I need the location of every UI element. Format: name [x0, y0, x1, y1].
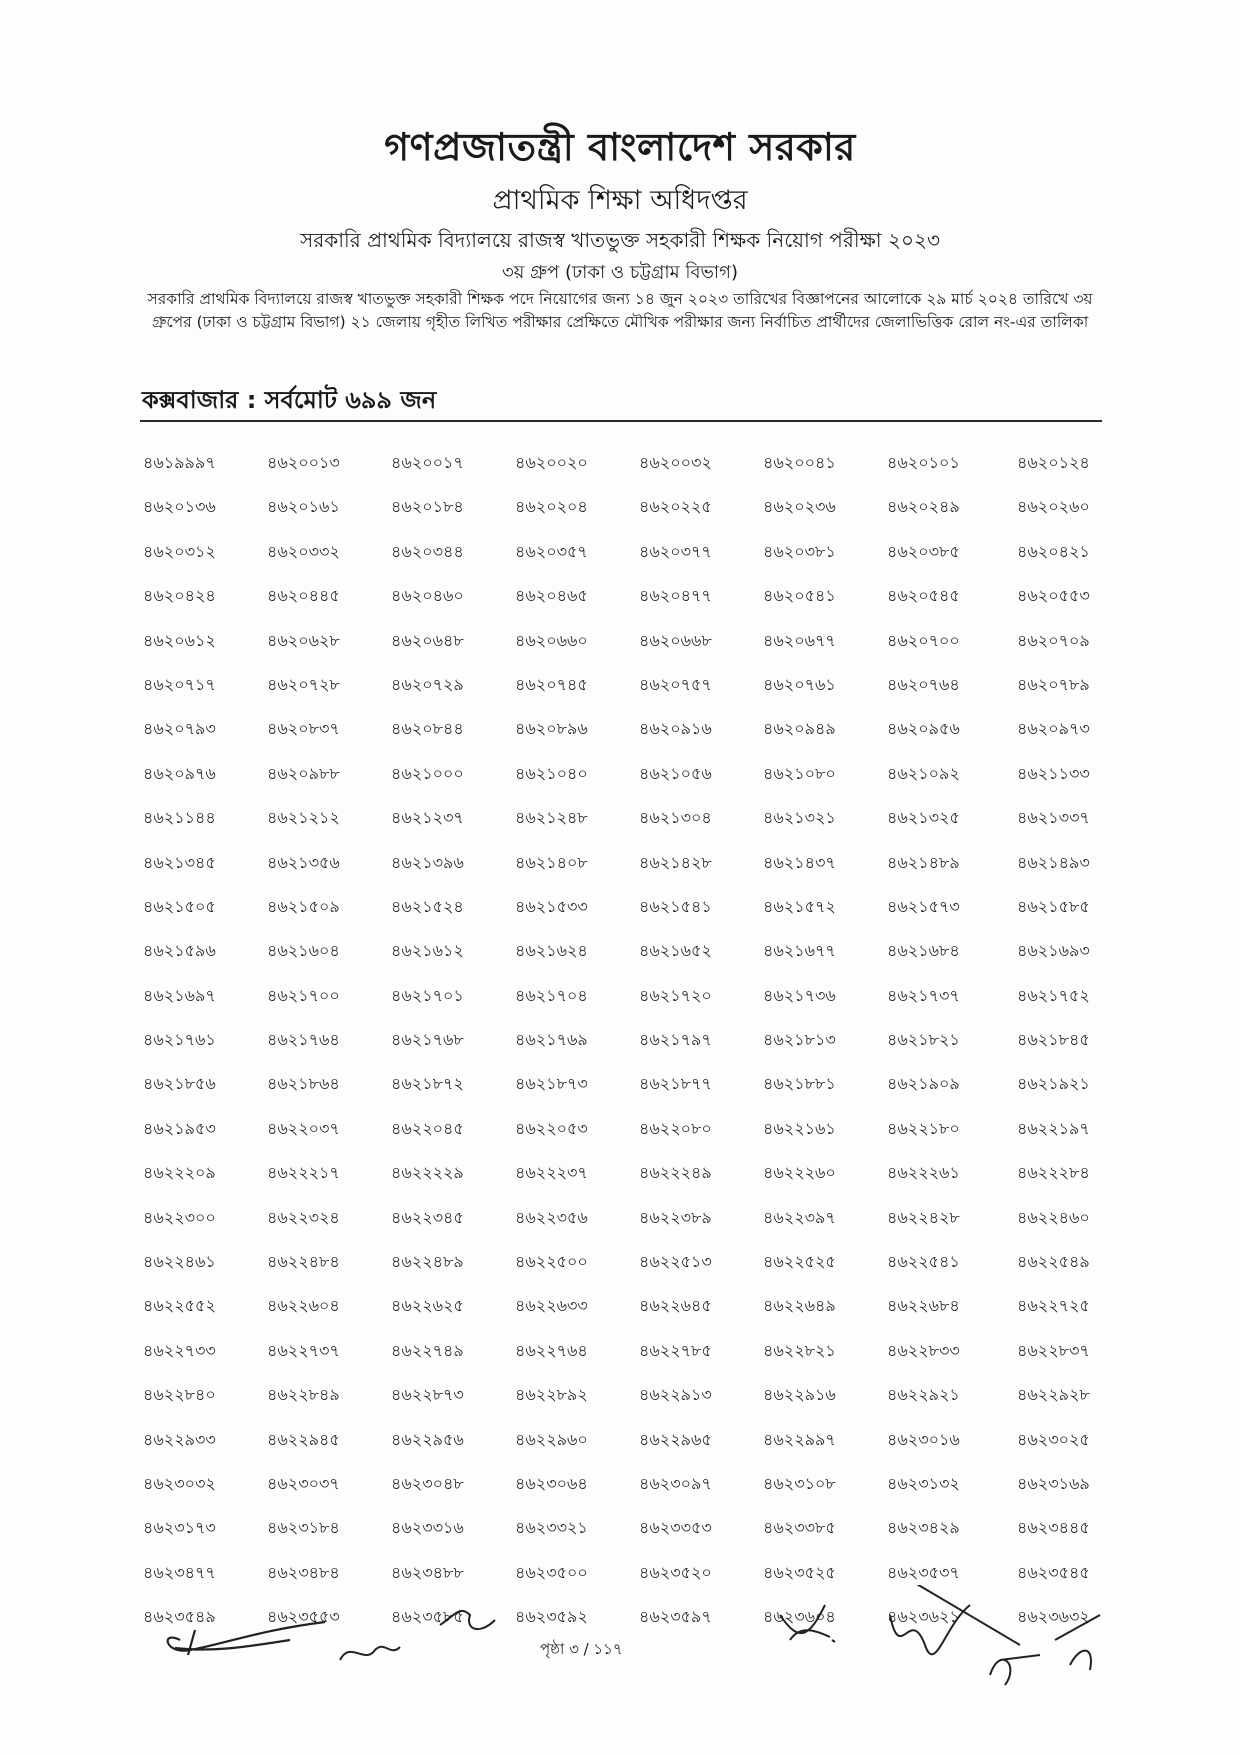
roll-number-cell: ৪৬২০২২৫ [639, 497, 712, 517]
roll-number-cell: ৪৬২১৮৭৭ [639, 1074, 712, 1094]
roll-number-cell: ৪৬২৩১০৮ [763, 1473, 836, 1493]
roll-number-cell: ৪৬২১৮৮১ [763, 1074, 836, 1094]
roll-number-cell: ৪৬২১২১২ [267, 808, 340, 828]
roll-number-cell: ৪৬২০৫৫৩ [1017, 586, 1090, 606]
roll-number-cell: ৪৬২৩৩১৬ [391, 1518, 464, 1538]
roll-number-cell: ৪৬২২৮৩৩ [887, 1340, 960, 1360]
roll-number-cell: ৪৬২২৬৪৫ [639, 1296, 712, 1316]
roll-number-cell: ৪৬২১৮৭২ [391, 1074, 464, 1094]
roll-number-cell: ৪৬২০০২০ [515, 453, 588, 472]
roll-number-cell: ৪৬২২৩৪৫ [391, 1207, 464, 1227]
roll-number-cell: ৪৬২০৪৭৭ [639, 586, 712, 606]
roll-number-cell: ৪৬২২২৬১ [887, 1163, 960, 1183]
roll-number-cell: ৪৬২২৫৫২ [143, 1296, 216, 1316]
roll-number-cell: ৪৬২০১৮৪ [391, 497, 464, 517]
roll-number-cell: ৪৬২২৩৯৭ [763, 1207, 836, 1227]
roll-number-cell: ৪৬২১৪২৮ [639, 852, 712, 872]
roll-number-cell: ৪৬২০৬১২ [143, 630, 216, 650]
roll-number-cell: ৪৬২৩০৪৮ [391, 1473, 464, 1493]
roll-number-cell: ৪৬২১৬২৪ [515, 941, 588, 961]
roll-number-cell: ৪৬২২২৩৭ [515, 1163, 588, 1183]
roll-number-cell: ৪৬২২৬৩৩ [515, 1296, 588, 1316]
roll-number-cell: ৪৬২০৩৭৭ [639, 541, 712, 561]
roll-number-cell: ৪৬২১৭০০ [267, 985, 340, 1005]
page-number: পৃষ্ঠা ৩ / ১১৭ [540, 1640, 623, 1658]
roll-number-cell: ৪৬২৩৪৮৮ [391, 1562, 464, 1582]
roll-number-cell: ৪৬২০৬৪৮ [391, 630, 464, 650]
roll-number-cell: ৪৬২২৬০৪ [267, 1296, 340, 1316]
roll-number-cell: ৪৬২৩১৩২ [887, 1473, 960, 1493]
roll-number-cell: ৪৬২২৫৪১ [887, 1252, 960, 1272]
government-title: গণপ্রজাতন্ত্রী বাংলাদেশ সরকার [384, 125, 856, 169]
roll-number-cell: ৪৬২০৩৮৫ [887, 541, 960, 561]
roll-number-cell: ৪৬২৩৪২৯ [887, 1518, 960, 1538]
roll-number-cell: ৪৬২২৭৮৫ [639, 1340, 712, 1360]
roll-number-cell: ৪৬২২৯২১ [887, 1385, 960, 1405]
signature-4 [880, 1585, 1120, 1695]
roll-number-cell: ৪৬২১৮৬৪ [267, 1074, 340, 1094]
roll-number-cell: ৪৬২৩৫২৫ [763, 1562, 836, 1582]
roll-number-cell: ৪৬২০১৬১ [267, 497, 340, 517]
roll-number-cell: ৪৬২৩০৯৭ [639, 1473, 712, 1493]
roll-number-cell: ৪৬২১৩৫৬ [267, 852, 340, 872]
roll-number-cell: ৪৬২০৯৭৬ [143, 763, 216, 783]
roll-number-cell: ৪৬২২৯৫৬ [391, 1429, 464, 1449]
roll-number-cell: ৪৬২৩৫৫৩ [267, 1607, 340, 1627]
roll-number-cell: ৪৬২০১৩৬ [143, 497, 216, 517]
roll-number-cell: ৪৬২৩৬৩২ [1017, 1607, 1090, 1627]
roll-number-cell: ৪৬২১৪৩৭ [763, 852, 836, 872]
roll-number-cell: ৪৬২১৫৭৩ [887, 896, 960, 916]
roll-number-cell: ৪৬২২৯১৬ [763, 1385, 836, 1405]
roll-number-cell: ৪৬২০৬৬৮ [639, 630, 712, 650]
roll-number-cell: ৪৬২১৫০৯ [267, 896, 340, 916]
roll-number-cell: ৪৬২৩৫৮৫ [391, 1607, 464, 1627]
roll-number-cell: ৪৬২১৩৪৫ [143, 852, 216, 872]
roll-number-cell: ৪৬২২৮২১ [763, 1340, 836, 1360]
roll-number-cell: ৪৬২১৭৯৭ [639, 1030, 712, 1050]
roll-number-cell: ৪৬২১৩২১ [763, 808, 836, 828]
roll-number-cell: ৪৬২১৮৫৬ [143, 1074, 216, 1094]
roll-number-cell: ৪৬২০০১৩ [267, 453, 340, 472]
roll-number-cell: ৪৬২১৫২৪ [391, 896, 464, 916]
roll-number-cell: ৪৬২১৭০৪ [515, 985, 588, 1005]
signature-3 [770, 1595, 840, 1655]
roll-number-cell: ৪৬২৩০৩২ [143, 1473, 216, 1493]
roll-number-cell: ৪৬২০২৩৬ [763, 497, 836, 517]
notice-text: সরকারি প্রাথমিক বিদ্যালয়ে রাজস্ব খাতভুক্ত সহকারী শিক্ষক পদে নিয়োগের জন্য ১৪ জুন ২০২৩ তারিখের বিজ্ঞাপনের আলোকে ২৯ মার্চ ২০২৪ তারিখে ৩য় গ্রুপের (ঢাকা ও চট্টগ্রাম বিভাগ) ২১ জেলায় গৃহীত লিখিত পরীক্ষার প্রেক্ষিতে মৌখিক পরীক্ষার জন্য নির্বাচিত প্রার্থীদের জেলাভিত্তিক রোল নং-এর তালিকা [147, 290, 1093, 331]
roll-number-cell: ৪৬২৩১৮৪ [267, 1518, 340, 1538]
roll-number-cell: ৪৬২৩৫৪৫ [1017, 1562, 1090, 1582]
roll-number-cell: ৪৬২২৬২৫ [391, 1296, 464, 1316]
roll-number-cell: ৪৬২১০৯২ [887, 763, 960, 783]
roll-number-cell: ৪৬২২৩৫৬ [515, 1207, 588, 1227]
roll-number-cell: ৪৬২২৪৬১ [143, 1252, 216, 1272]
signature-2 [330, 1595, 500, 1675]
exam-title: সরকারি প্রাথমিক বিদ্যালয়ে রাজস্ব খাতভুক্ত সহকারী শিক্ষক নিয়োগ পরীক্ষা ২০২৩ [300, 228, 940, 252]
roll-number-cell: ৪৬১৯৯৯৭ [143, 453, 216, 472]
roll-number-cell: ৪৬২০৮৪৪ [391, 719, 464, 739]
roll-number-cell: ৪৬২১০০০ [391, 763, 464, 783]
roll-number-cell: ৪৬২০০৪১ [763, 453, 836, 472]
roll-number-cell: ৪৬২২৩২৪ [267, 1207, 340, 1227]
roll-number-cell: ৪৬২০৭০০ [887, 630, 960, 650]
roll-number-cell: ৪৬২০৭২৮ [267, 674, 340, 694]
roll-number-cell: ৪৬২৩৩২১ [515, 1518, 588, 1538]
roll-number-cell: ৪৬২২৮৪০ [143, 1385, 216, 1405]
roll-number-cell: ৪৬২২৯৯৭ [763, 1429, 836, 1449]
roll-number-cell: ৪৬২১২৪৮ [515, 808, 588, 828]
roll-number-cell: ৪৬২২৭৪৯ [391, 1340, 464, 1360]
roll-number-cell: ৪৬২০১২৪ [1017, 453, 1090, 472]
roll-number-cell: ৪৬২২৫১৩ [639, 1252, 712, 1272]
roll-number-cell: ৪৬২৩৬২১ [887, 1607, 960, 1627]
roll-number-cell: ৪৬২২৫৪৯ [1017, 1252, 1090, 1272]
roll-number-cell: ৪৬২৩৪৮৪ [267, 1562, 340, 1582]
roll-number-cell: ৪৬২১৫৯৬ [143, 941, 216, 961]
roll-number-cell: ৪৬২০৯৮৮ [267, 763, 340, 783]
roll-number-cell: ৪৬২১৩৯৬ [391, 852, 464, 872]
roll-number-cell: ৪৬২০৯৪৯ [763, 719, 836, 739]
roll-number-cell: ৪৬২১০৮০ [763, 763, 836, 783]
roll-number-cell: ৪৬২১০৫৬ [639, 763, 712, 783]
roll-number-cell: ৪৬২২২৬০ [763, 1163, 836, 1183]
roll-number-cell: ৪৬২১৪৯৩ [1017, 852, 1090, 872]
roll-number-cell: ৪৬২২৪২৮ [887, 1207, 960, 1227]
roll-number-table [143, 450, 1103, 1649]
roll-number-cell: ৪৬২২৯৪৫ [267, 1429, 340, 1449]
roll-number-cell: ৪৬২১৯৫৩ [143, 1118, 216, 1138]
roll-number-cell: ৪৬২২৪৮৯ [391, 1252, 464, 1272]
roll-number-cell: ৪৬২০৭২৯ [391, 674, 464, 694]
roll-number-cell: ৪৬২৩০৬৪ [515, 1473, 588, 1493]
roll-number-cell: ৪৬২১৮২১ [887, 1030, 960, 1050]
department-title: প্রাথমিক শিক্ষা অধিদপ্তর [492, 185, 748, 216]
roll-number-cell: ৪৬২২৯৬০ [515, 1429, 588, 1449]
roll-number-cell: ৪৬২১৩৩৭ [1017, 808, 1090, 828]
roll-number-cell: ৪৬২১৫৮৫ [1017, 896, 1090, 916]
roll-number-cell: ৪৬২১৬১২ [391, 941, 464, 961]
roll-number-cell: ৪৬২০৩৮১ [763, 541, 836, 561]
roll-number-cell: ৪৬২২২১৭ [267, 1163, 340, 1183]
roll-number-cell: ৪৬২০৭৫৭ [639, 674, 712, 694]
signature-1 [150, 1600, 350, 1670]
roll-number-cell: ৪৬২০৭৬৪ [887, 674, 960, 694]
roll-number-cell: ৪৬২০২৬০ [1017, 497, 1090, 517]
roll-number-cell: ৪৬২০৫৪৫ [887, 586, 960, 606]
roll-number-cell: ৪৬২১৭২০ [639, 985, 712, 1005]
roll-number-cell: ৪৬২১২৩৭ [391, 808, 464, 828]
roll-number-cell: ৪৬২৩৩৫৩ [639, 1518, 712, 1538]
roll-number-cell: ৪৬২০৮৩৭ [267, 719, 340, 739]
roll-number-cell: ৪৬২৩১৭৩ [143, 1518, 216, 1538]
roll-number-cell: ৪৬২০০১৭ [391, 453, 464, 472]
roll-number-cell: ৪৬২০৯৫৬ [887, 719, 960, 739]
roll-number-cell: ৪৬২৩৬০৪ [763, 1607, 836, 1627]
roll-number-cell: ৪৬২০৯১৬ [639, 719, 712, 739]
roll-number-cell: ৪৬২১৭৫২ [1017, 985, 1090, 1005]
roll-number-cell: ৪৬২৩০৩৭ [267, 1473, 340, 1493]
roll-number-cell: ৪৬২২৮৯২ [515, 1385, 588, 1405]
roll-number-cell: ৪৬২০৬২৮ [267, 630, 340, 650]
roll-number-cell: ৪৬২০৮৯৬ [515, 719, 588, 739]
roll-number-cell: ৪৬২৩০১৬ [887, 1429, 960, 1449]
roll-number-cell: ৪৬২০৫৪১ [763, 586, 836, 606]
roll-number-cell: ৪৬২২৬৪৯ [763, 1296, 836, 1316]
roll-number-cell: ৪৬২১০৪০ [515, 763, 588, 783]
roll-number-cell: ৪৬২১৮১৩ [763, 1030, 836, 1050]
roll-number-cell: ৪৬২১৫৭২ [763, 896, 836, 916]
roll-number-cell: ৪৬২১৮৭৩ [515, 1074, 588, 1094]
roll-number-cell: ৪৬২৩০২৫ [1017, 1429, 1090, 1449]
roll-number-cell: ৪৬২২৫২৫ [763, 1252, 836, 1272]
roll-number-cell: ৪৬২১৬৮৪ [887, 941, 960, 961]
roll-number-cell: ৪৬২০৪২৪ [143, 586, 216, 606]
roll-number-cell: ৪৬২১৫৩৩ [515, 896, 588, 916]
roll-number-cell: ৪৬২১৭৬৯ [515, 1030, 588, 1050]
roll-number-cell: ৪৬২১৬৯৩ [1017, 941, 1090, 961]
roll-number-cell: ৪৬২৩৩৮৫ [763, 1518, 836, 1538]
roll-number-cell: ৪৬২১৫০৫ [143, 896, 216, 916]
roll-number-cell: ৪৬২০৭১৭ [143, 674, 216, 694]
roll-number-cell: ৪৬২২১৬১ [763, 1118, 836, 1138]
roll-number-cell: ৪৬২২০৪৫ [391, 1118, 464, 1138]
roll-number-cell: ৪৬২৩৫৩৭ [887, 1562, 960, 1582]
roll-number-cell: ৪৬২২২৮৪ [1017, 1163, 1090, 1183]
roll-number-cell: ৪৬২০৪৬৫ [515, 586, 588, 606]
roll-number-cell: ৪৬২১৭৬৮ [391, 1030, 464, 1050]
roll-number-cell: ৪৬২১৭৬৪ [267, 1030, 340, 1050]
roll-number-cell: ৪৬২১৪৮৯ [887, 852, 960, 872]
group-title: ৩য় গ্রুপ (ঢাকা ও চট্টগ্রাম বিভাগ) [502, 262, 738, 283]
roll-number-cell: ৪৬২২২৪৯ [639, 1163, 712, 1183]
roll-number-cell: ৪৬২২৯৬৫ [639, 1429, 712, 1449]
roll-number-cell: ৪৬২২৬৮৪ [887, 1296, 960, 1316]
roll-number-cell: ৪৬২২৭৩৩ [143, 1340, 216, 1360]
roll-number-cell: ৪৬২১৯২১ [1017, 1074, 1090, 1094]
roll-number-cell: ৪৬২২৩৮৯ [639, 1207, 712, 1227]
roll-number-cell: ৪৬২১১৪৪ [143, 808, 216, 828]
roll-number-cell: ৪৬২৩৫৯২ [515, 1607, 588, 1627]
roll-number-cell: ৪৬২২২২৯ [391, 1163, 464, 1183]
roll-number-cell: ৪৬২২৭৬৪ [515, 1340, 588, 1360]
roll-number-cell: ৪৬২০৩৫৭ [515, 541, 588, 561]
roll-number-cell: ৪৬২২২০৯ [143, 1163, 216, 1183]
roll-number-cell: ৪৬২২৫০০ [515, 1252, 588, 1272]
roll-number-cell: ৪৬২২৯২৮ [1017, 1385, 1090, 1405]
roll-number-cell: ৪৬২০০৩২ [639, 453, 712, 472]
roll-number-cell: ৪৬২২৯১৩ [639, 1385, 712, 1405]
roll-number-cell: ৪৬২৩১৬৯ [1017, 1473, 1090, 1493]
roll-number-cell: ৪৬২০৩১২ [143, 541, 216, 561]
roll-number-cell: ৪৬২২৭২৫ [1017, 1296, 1090, 1316]
roll-number-cell: ৪৬২০২৪৯ [887, 497, 960, 517]
roll-number-cell: ৪৬২১৭৩৭ [887, 985, 960, 1005]
roll-number-cell: ৪৬২০৭৯৩ [143, 719, 216, 739]
roll-number-cell: ৪৬২২৪৮৪ [267, 1252, 340, 1272]
roll-number-cell: ৪৬২১৫৪১ [639, 896, 712, 916]
roll-number-cell: ৪৬২১৬৯৭ [143, 985, 216, 1005]
roll-number-cell: ৪৬২১৭০১ [391, 985, 464, 1005]
roll-number-cell: ৪৬২৩৫৯৭ [639, 1607, 712, 1627]
roll-number-cell: ৪৬২২৭৩৭ [267, 1340, 340, 1360]
roll-number-cell: ৪৬২১৬৫২ [639, 941, 712, 961]
roll-number-cell: ৪৬২১১৩৩ [1017, 763, 1090, 783]
roll-number-cell: ৪৬২০৬৬০ [515, 630, 588, 650]
roll-number-cell: ৪৬২২৮৩৭ [1017, 1340, 1090, 1360]
roll-number-cell: ৪৬২৩৫০০ [515, 1562, 588, 1582]
roll-number-cell: ৪৬২৩৪৪৫ [1017, 1518, 1090, 1538]
roll-number-cell: ৪৬২১৩২৫ [887, 808, 960, 828]
roll-number-cell: ৪৬২০৪৬০ [391, 586, 464, 606]
roll-number-cell: ৪৬২০৭৪৫ [515, 674, 588, 694]
roll-number-cell: ৪৬২১৬০৪ [267, 941, 340, 961]
district-title: কক্সবাজার : সর্বমোট ৬৯৯ জন [142, 386, 437, 414]
roll-number-cell: ৪৬২০৪৪৫ [267, 586, 340, 606]
roll-number-cell: ৪৬২৩৪৭৭ [143, 1562, 216, 1582]
roll-number-cell: ৪৬২২৩০০ [143, 1207, 216, 1227]
roll-number-cell: ৪৬২২৮৪৯ [267, 1385, 340, 1405]
roll-number-cell: ৪৬২৩৫২০ [639, 1562, 712, 1582]
roll-number-cell: ৪৬২১৪০৮ [515, 852, 588, 872]
section-divider [140, 420, 1102, 422]
roll-number-cell: ৪৬২২৮৭৩ [391, 1385, 464, 1405]
roll-number-cell: ৪৬২১৮৪৫ [1017, 1030, 1090, 1050]
roll-number-cell: ৪৬২১৬৭৭ [763, 941, 836, 961]
roll-number-cell: ৪৬২০৬৭৭ [763, 630, 836, 650]
roll-number-cell: ৪৬২১৯০৯ [887, 1074, 960, 1094]
roll-number-cell: ৪৬২০৪২১ [1017, 541, 1090, 561]
roll-number-cell: ৪৬২২০৩৭ [267, 1118, 340, 1138]
roll-number-cell: ৪৬২২৪৬০ [1017, 1207, 1090, 1227]
roll-number-cell: ৪৬২০৭৬১ [763, 674, 836, 694]
roll-number-cell: ৪৬২১৩০৪ [639, 808, 712, 828]
roll-number-cell: ৪৬২২১৮০ [887, 1118, 960, 1138]
roll-number-cell: ৪৬২২১৯৭ [1017, 1118, 1090, 1138]
roll-number-cell: ৪৬২৩৫৪৯ [143, 1607, 216, 1627]
roll-number-cell: ৪৬২০৭০৯ [1017, 630, 1090, 650]
roll-number-cell: ৪৬২০১০১ [887, 453, 960, 472]
roll-number-cell: ৪৬২২০৮০ [639, 1118, 712, 1138]
roll-number-cell: ৪৬২১৭৩৬ [763, 985, 836, 1005]
roll-number-cell: ৪৬২১৭৬১ [143, 1030, 216, 1050]
roll-number-cell: ৪৬২০৭৮৯ [1017, 674, 1090, 694]
roll-number-cell: ৪৬২০৩৪৪ [391, 541, 464, 561]
roll-number-cell: ৪৬২০২০৪ [515, 497, 588, 517]
roll-number-cell: ৪৬২০৩৩২ [267, 541, 340, 561]
roll-number-cell: ৪৬২০৯৭৩ [1017, 719, 1090, 739]
roll-number-cell: ৪৬২২০৫৩ [515, 1118, 588, 1138]
roll-number-cell: ৪৬২২৯৩৩ [143, 1429, 216, 1449]
